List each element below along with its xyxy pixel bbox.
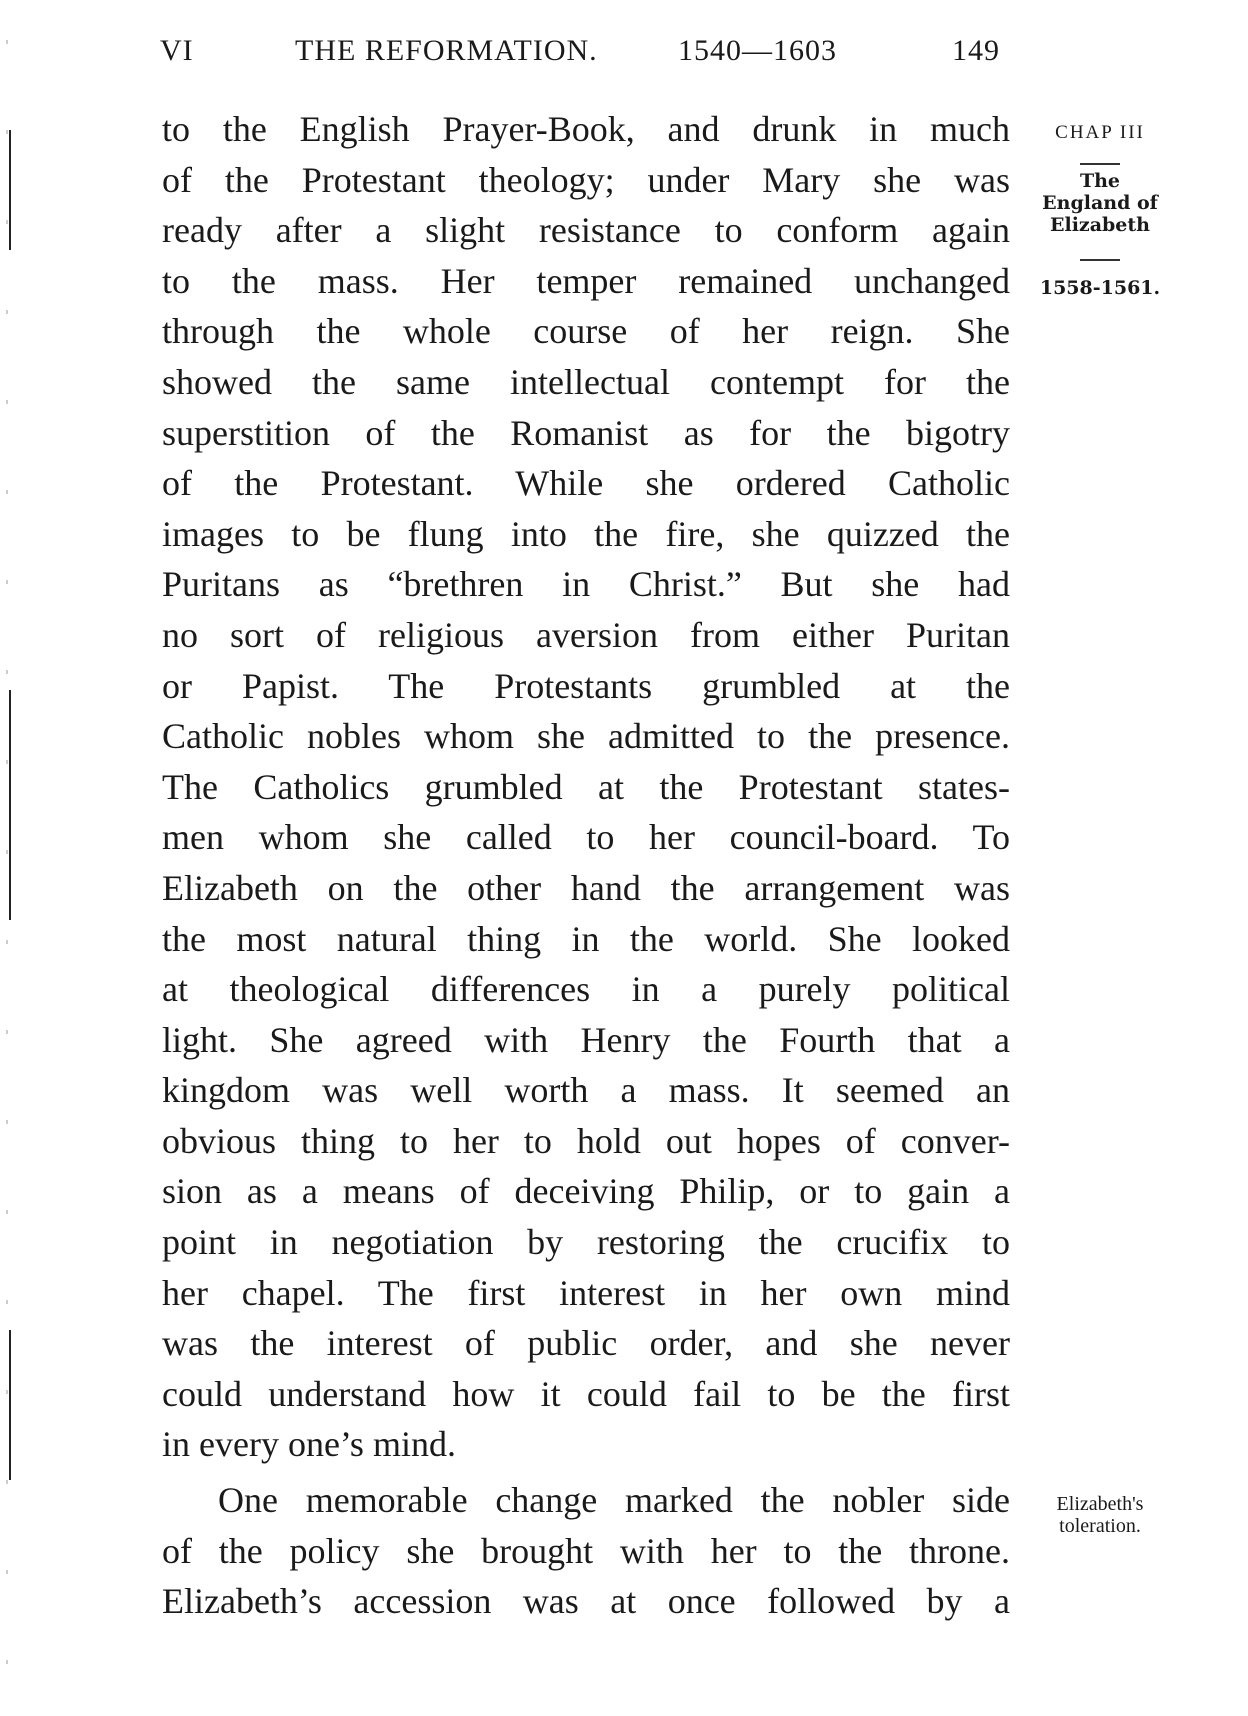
- margin-topic: [1030, 170, 1170, 236]
- running-header: [160, 34, 1020, 74]
- text-line: of the Protestant theology; under Mary she was: [162, 159, 1010, 200]
- scan-mark: [9, 1330, 11, 1480]
- scan-edge-artifact: [6, 0, 8, 1716]
- text-line: to the mass. Her temper remained unchanged: [162, 260, 1010, 301]
- text-line: in every one’s mind.: [162, 1424, 456, 1465]
- margin-chapter: CHAP III: [1055, 122, 1145, 143]
- text-line: to the English Prayer-Book, and drunk in much: [162, 109, 1010, 149]
- margin-note-line: toleration.: [1059, 1515, 1141, 1537]
- text-line: men whom she called to her council-board. To: [162, 817, 1010, 858]
- text-line: The Catholics grumbled at the Protestant states-: [162, 766, 1010, 807]
- running-years: 1540—1603: [678, 34, 837, 67]
- text-line: was the interest of public order, and she never: [162, 1323, 1010, 1364]
- text-line: Elizabeth’s accession was at once followed by a: [162, 1581, 1010, 1622]
- text-line: at theological differences in a purely political: [162, 969, 1010, 1010]
- text-line: sion as a means of deceiving Philip, or to gain a: [162, 1171, 1010, 1212]
- text-line: superstition of the Romanist as for the bigotry: [162, 412, 1010, 453]
- text-line: could understand how it could fail to be the first: [162, 1373, 1010, 1414]
- text-line: or Papist. The Protestants grumbled at the: [162, 665, 1010, 706]
- text-line: light. She agreed with Henry the Fourth that a: [162, 1019, 1010, 1060]
- text-line: of the policy she brought with her to the throne.: [162, 1530, 1010, 1571]
- text-line: showed the same intellectual contempt for the: [162, 361, 1010, 402]
- text-line: through the whole course of her reign. She: [162, 311, 1010, 352]
- margin-topic-line: Elizabeth: [1050, 214, 1150, 236]
- text-line: no sort of religious aversion from either Puritan: [162, 614, 1010, 655]
- text-line: kingdom was well worth a mass. It seemed an: [162, 1070, 1010, 1111]
- paragraph: [162, 1475, 1010, 1627]
- section-number: VI: [160, 34, 194, 67]
- main-text: [162, 104, 1010, 1627]
- text-line: images to be flung into the fire, she quizzed the: [162, 513, 1010, 554]
- page-number: 149: [952, 34, 1000, 67]
- text-line: of the Protestant. While she ordered Catholic: [162, 463, 1010, 504]
- margin-note-line: Elizabeth's: [1056, 1493, 1144, 1515]
- text-line: Puritans as “brethren in Christ.” But she had: [162, 564, 1010, 605]
- margin-topic-line: England of: [1042, 192, 1158, 214]
- margin-topic-line: The: [1079, 170, 1121, 192]
- text-line: One memorable change marked the nobler side: [218, 1480, 1010, 1521]
- text-line: Catholic nobles whom she admitted to the presence.: [162, 716, 1010, 757]
- text-line: Elizabeth on the other hand the arrangement was: [162, 867, 1010, 908]
- text-line: obvious thing to her to hold out hopes of conver-: [162, 1120, 1010, 1161]
- text-line: ready after a slight resistance to conform again: [162, 210, 1010, 251]
- margin-rule: [1080, 259, 1120, 261]
- paragraph: [162, 104, 1010, 1470]
- running-title: THE REFORMATION.: [295, 34, 598, 67]
- text-line: her chapel. The first interest in her own mind: [162, 1272, 1010, 1313]
- text-line: the most natural thing in the world. She looked: [162, 918, 1010, 959]
- margin-years: 1558-1561.: [1039, 277, 1161, 299]
- margin-note-toleration: [1030, 1493, 1170, 1537]
- text-line: point in negotiation by restoring the crucifix to: [162, 1222, 1010, 1263]
- margin-rule: [1080, 163, 1120, 165]
- scan-mark: [9, 690, 11, 920]
- scan-mark: [9, 130, 11, 250]
